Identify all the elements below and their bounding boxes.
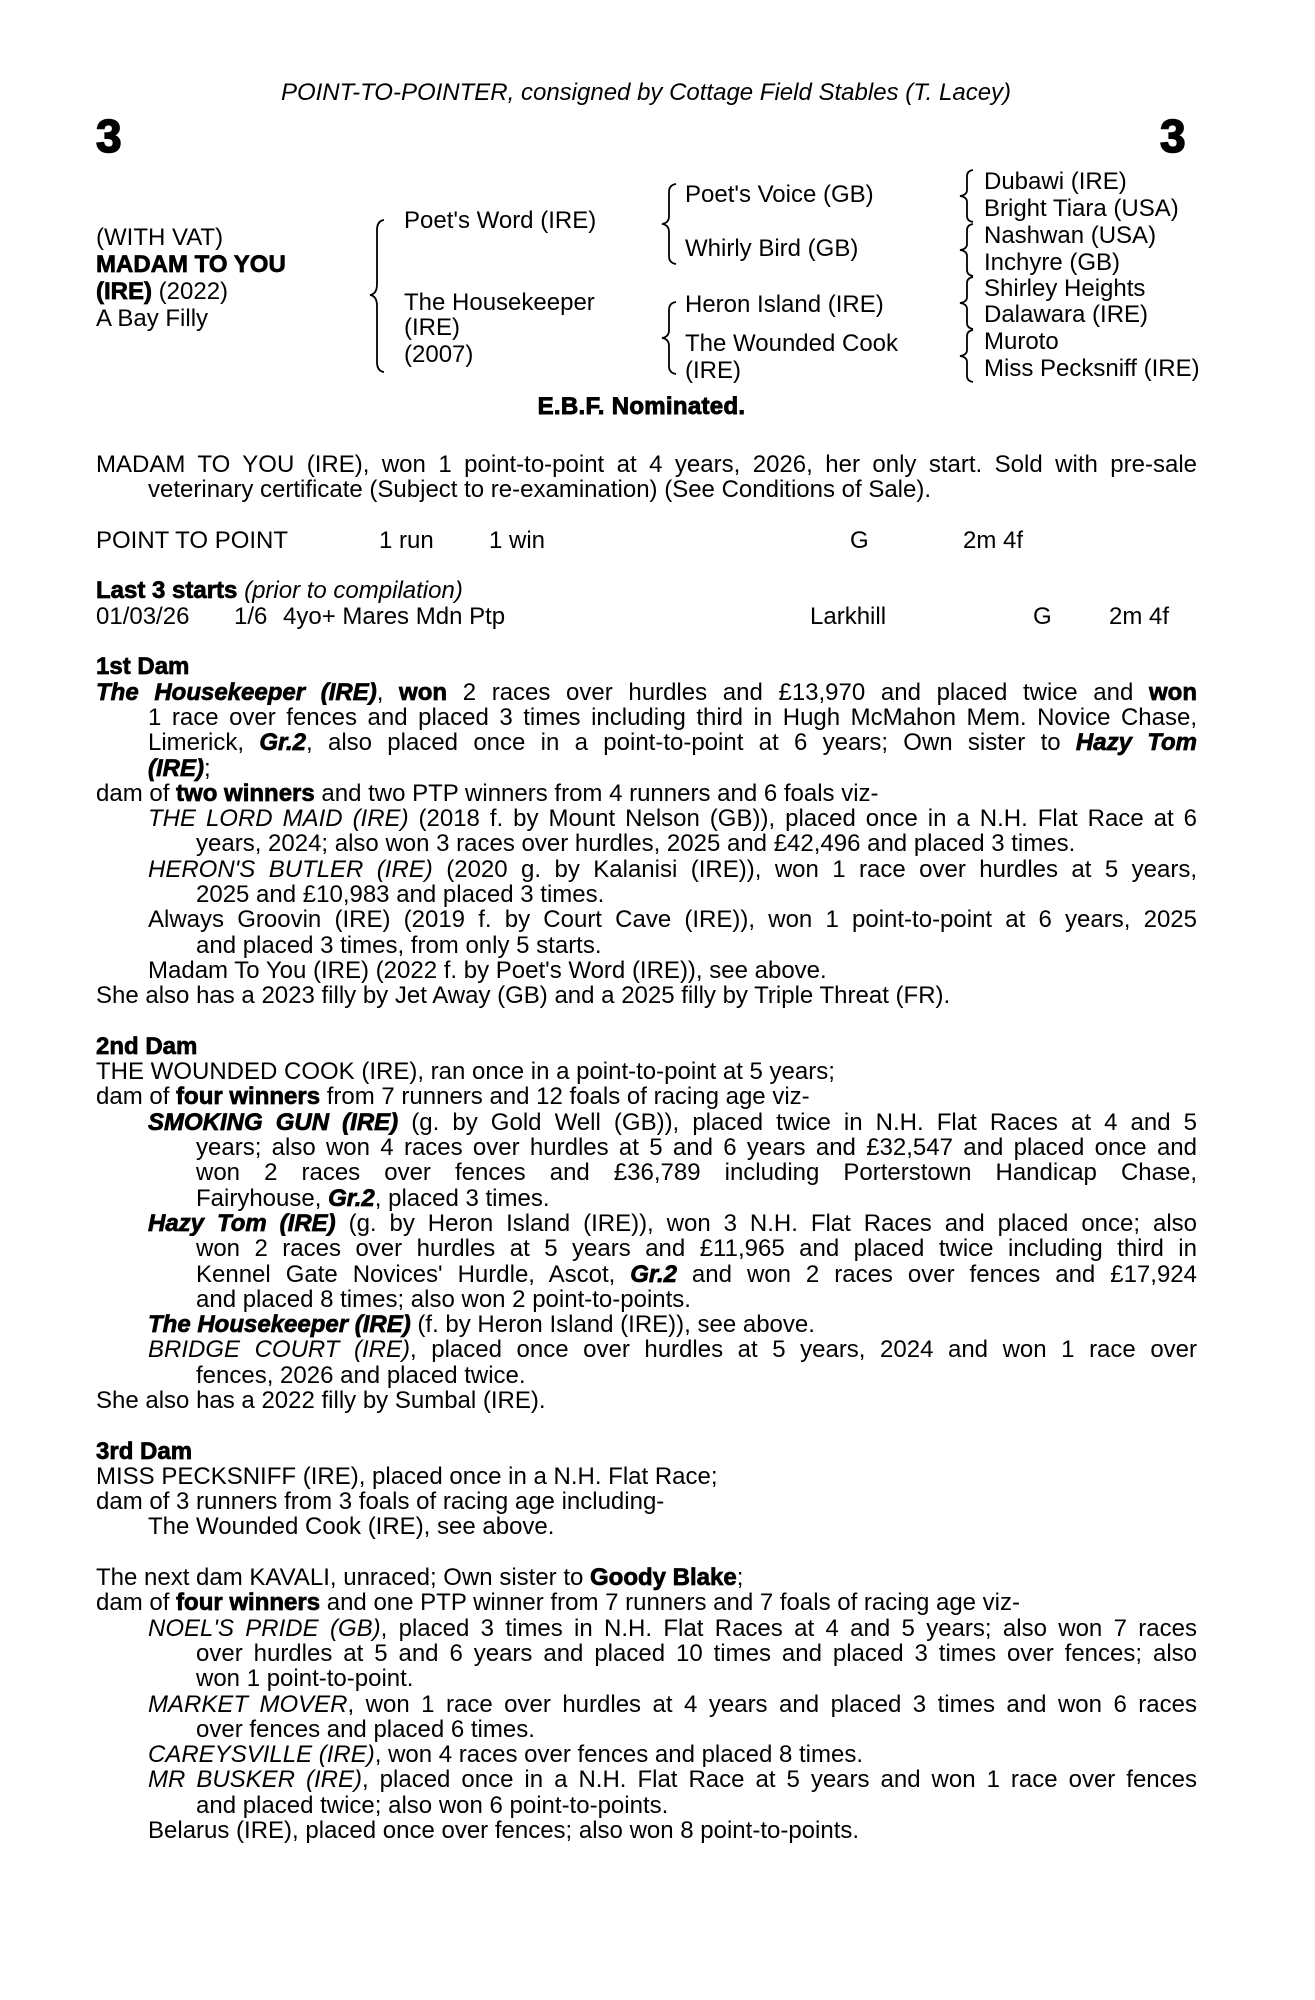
text-line — [148, 1337, 1197, 1362]
pedigree-brace-g3-2 — [955, 222, 977, 278]
text-run: CAREYSVILLE (IRE) — [148, 1741, 375, 1769]
pedigree-brace-g3-1 — [955, 168, 977, 224]
text-run: The Housekeeper (IRE) — [148, 1311, 411, 1339]
text-run: THE LORD MAID (IRE) — [148, 806, 409, 832]
text-run: Madam To You (IRE) (2022 f. by Poet's Word (IRE)), see above. — [148, 956, 827, 984]
start-going: G — [1033, 602, 1052, 630]
pedigree-dam: The Housekeeper — [404, 289, 595, 316]
pedigree-sire-sire: Poet's Voice (GB) — [685, 181, 874, 208]
text-run: veterinary certificate (Subject to re-examination) (See Conditions of Sale). — [148, 476, 932, 504]
text-line — [196, 933, 1197, 958]
text-run: 2025 and £10,983 and placed 3 times. — [196, 881, 605, 909]
text-run: (prior to compilation) — [237, 577, 463, 605]
text-line — [96, 578, 1197, 603]
pedigree-brace-sire — [658, 182, 682, 266]
text-run: , won 4 races over fences and placed 8 times. — [374, 1741, 863, 1769]
text-run: (f. by Heron Island (IRE)), see above. — [410, 1311, 815, 1339]
text-run: and placed twice; also won 6 point-to-points. — [196, 1791, 669, 1819]
blank-line — [96, 1413, 1197, 1438]
text-line — [196, 882, 1197, 907]
text-run: , placed once in a N.H. Flat Race at 5 years and won 1 race over fences — [362, 1767, 1197, 1793]
text-run: 1 race over fences and placed 3 times including third in Hugh McMahon Mem. Novice Chase, — [148, 704, 1197, 731]
pedigree-g3-3: Nashwan (USA) — [984, 222, 1157, 249]
vat-note: (WITH VAT) — [96, 224, 224, 251]
pedigree-dam-sire: Heron Island (IRE) — [685, 291, 884, 318]
record-runs: 1 run — [379, 526, 434, 554]
text-run: Gr.2 — [630, 1261, 677, 1287]
text-line — [148, 1692, 1197, 1717]
start-course: Larkhill — [810, 602, 887, 630]
start-date: 01/03/26 — [96, 602, 190, 630]
text-run: fences, 2026 and placed twice. — [196, 1361, 526, 1389]
text-run: BRIDGE COURT (IRE) — [148, 1337, 411, 1363]
pedigree-sire: Poet's Word (IRE) — [404, 207, 597, 234]
text-line — [96, 1034, 1197, 1059]
pedigree-g3-2: Bright Tiara (USA) — [984, 195, 1179, 222]
text-line — [148, 756, 1197, 781]
text-run: (2018 f. by Mount Nelson (GB)), placed once in a N.H. Flat Race at 6 — [408, 806, 1197, 832]
blank-line — [96, 1540, 1197, 1565]
text-run: Always Groovin (IRE) (2019 f. by Court Cave (IRE)), won 1 point-to-point at 6 years, 2025 — [148, 907, 1197, 933]
text-run: and one PTP winner from 7 runners and 7 foals of racing age viz- — [320, 1589, 1020, 1617]
pedigree-g3-1: Dubawi (IRE) — [984, 168, 1127, 195]
text-run: Limerick, — [148, 730, 260, 756]
text-line — [196, 1287, 1197, 1312]
text-line — [196, 1363, 1197, 1388]
pedigree-dam-country: (IRE) — [404, 314, 460, 341]
pedigree-brace-g3-4 — [955, 328, 977, 384]
text-line — [148, 907, 1197, 932]
text-run: , placed 3 times. — [374, 1184, 550, 1212]
catalogue-body — [96, 452, 1197, 1843]
text-run: and placed 8 times; also won 2 point-to-points. — [196, 1285, 691, 1313]
text-line — [96, 680, 1197, 705]
text-run: HERON'S BUTLER (IRE) — [148, 856, 433, 883]
horse-country: (IRE) — [96, 278, 152, 305]
blank-line — [96, 1009, 1197, 1034]
text-line — [196, 1186, 1197, 1211]
last-start-row — [96, 604, 1197, 629]
text-run: 2nd Dam — [96, 1032, 198, 1060]
text-line — [96, 1439, 1197, 1464]
text-run: and placed 3 times, from only 5 starts. — [196, 931, 602, 959]
text-run: SMOKING GUN (IRE) — [148, 1109, 399, 1136]
text-run: Fairyhouse, — [196, 1184, 329, 1212]
text-line — [96, 983, 1197, 1008]
text-run: The next dam KAVALI, unraced; Own sister to — [96, 1564, 591, 1592]
text-run: two winners — [176, 779, 315, 807]
text-run: Gr.2 — [328, 1184, 375, 1212]
pedigree-g3-7: Muroto — [984, 328, 1059, 355]
text-line — [196, 1641, 1197, 1666]
text-run: over hurdles at 5 and 6 years and placed 10 times and placed 3 times over fences; also — [196, 1640, 1197, 1667]
text-line — [148, 1110, 1197, 1135]
horse-name-suffix-line — [96, 279, 228, 305]
text-run: 1st Dam — [96, 653, 190, 681]
ebf-nominated: E.B.F. Nominated. — [537, 393, 746, 420]
text-line — [196, 1160, 1197, 1185]
text-run: and two PTP winners from 4 runners and 6 foals viz- — [314, 779, 879, 807]
text-run: Goody Blake — [590, 1564, 737, 1592]
text-line — [148, 1742, 1197, 1767]
text-line — [96, 1388, 1197, 1413]
blank-line — [96, 553, 1197, 578]
text-run: four winners — [176, 1083, 321, 1111]
text-line — [148, 705, 1197, 730]
text-run: MISS PECKSNIFF (IRE), placed once in a N.H. Flat Race; — [96, 1462, 718, 1490]
start-race: 4yo+ Mares Mdn Ptp — [283, 602, 506, 630]
text-line — [96, 654, 1197, 679]
text-line — [148, 1211, 1197, 1236]
text-line — [96, 1590, 1197, 1615]
text-run: (IRE) — [148, 754, 204, 782]
race-record-row — [96, 528, 1197, 553]
record-label: POINT TO POINT — [96, 526, 289, 554]
text-line — [96, 1489, 1197, 1514]
text-run: , won 1 race over hurdles at 4 years and placed 3 times and won 6 races — [347, 1691, 1197, 1717]
blank-line — [96, 629, 1197, 654]
text-run: Kennel Gate Novices' Hurdle, Ascot, — [196, 1261, 631, 1287]
pedigree-g3-5: Shirley Heights — [984, 275, 1146, 302]
text-run: won — [399, 679, 448, 705]
text-line — [196, 1262, 1197, 1287]
horse-description: A Bay Filly — [96, 305, 209, 332]
text-run: The Wounded Cook (IRE), see above. — [148, 1513, 555, 1541]
lot-number-right: 3 — [1160, 110, 1186, 162]
text-run: 3rd Dam — [96, 1437, 193, 1465]
text-run: years, 2024; also won 3 races over hurdles, 2025 and £42,496 and placed 3 times. — [196, 830, 1076, 858]
text-run: Gr.2 — [259, 730, 307, 756]
text-run: MARKET MOVER — [148, 1691, 348, 1717]
horse-foaled-year: (2022) — [152, 278, 229, 305]
text-run: ; — [204, 754, 211, 782]
text-run: won — [1149, 679, 1197, 705]
text-run: She also has a 2022 filly by Sumbal (IRE). — [96, 1386, 546, 1414]
text-line — [148, 857, 1197, 882]
text-run: won 1 point-to-point. — [196, 1665, 414, 1693]
text-line — [196, 1717, 1197, 1742]
text-run: , placed once over hurdles at 5 years, 2024 and won 1 race over — [410, 1337, 1197, 1363]
text-run: over fences and placed 6 times. — [196, 1715, 535, 1743]
text-line — [196, 1236, 1197, 1261]
text-run: won 2 races over fences and £36,789 including Porterstown Handicap Chase, — [196, 1160, 1197, 1186]
blank-line — [96, 503, 1197, 528]
horse-name: MADAM TO YOU — [96, 251, 286, 278]
pedigree-g3-4: Inchyre (GB) — [984, 249, 1121, 276]
text-line — [148, 1616, 1197, 1641]
text-run: Belarus (IRE), placed once over fences; also won 8 point-to-points. — [148, 1817, 860, 1845]
record-wins: 1 win — [489, 526, 546, 554]
text-run: , also placed once in a point-to-point at 6 years; Own sister to — [306, 730, 1076, 756]
pedigree-dam-year: (2007) — [404, 341, 474, 368]
text-run: Hazy Tom — [1075, 730, 1197, 756]
text-run: and won 2 races over fences and £17,924 — [676, 1261, 1197, 1287]
text-line — [148, 1767, 1197, 1792]
record-distance: 2m 4f — [963, 526, 1024, 554]
text-line — [148, 730, 1197, 755]
text-line — [96, 1464, 1197, 1489]
pedigree-g3-8: Miss Pecksniff (IRE) — [984, 355, 1200, 382]
text-run: The Housekeeper (IRE) — [96, 679, 377, 705]
text-run: 2 races over hurdles and £13,970 and placed twice and — [447, 679, 1149, 705]
pedigree-g3-6: Dalawara (IRE) — [984, 301, 1149, 328]
text-run: dam of — [96, 779, 177, 807]
pedigree-dam-dam: The Wounded Cook — [685, 330, 899, 357]
text-line — [148, 477, 1197, 502]
pedigree-brace-dam — [658, 300, 682, 376]
text-line — [96, 1565, 1197, 1590]
text-line — [148, 1818, 1197, 1843]
text-line — [196, 1666, 1197, 1691]
record-going: G — [850, 526, 869, 554]
pedigree-brace-main — [366, 218, 390, 376]
text-line — [196, 1135, 1197, 1160]
text-run: , placed 3 times in N.H. Flat Races at 4 and 5 years; also won 7 races — [380, 1615, 1197, 1641]
text-run: Last 3 starts — [96, 577, 238, 605]
pedigree-dam-dam-country: (IRE) — [685, 357, 741, 384]
text-run: (2020 g. by Kalanisi (IRE)), won 1 race over hurdles at 5 years, — [432, 856, 1197, 883]
start-distance: 2m 4f — [1109, 602, 1170, 630]
text-line — [148, 1514, 1197, 1539]
text-line — [196, 831, 1197, 856]
text-run: won 2 races over hurdles at 5 years and £11,965 and placed twice including third in — [196, 1236, 1197, 1262]
text-run: from 7 runners and 12 foals of racing age viz- — [320, 1083, 810, 1111]
text-line — [96, 1084, 1197, 1109]
text-line — [148, 1312, 1197, 1337]
text-run: four winners — [176, 1589, 321, 1617]
text-run: ; — [736, 1564, 744, 1592]
text-line — [196, 1793, 1197, 1818]
text-line — [148, 958, 1197, 983]
consignment-header: POINT-TO-POINTER, consigned by Cottage Field Stables (T. Lacey) — [280, 79, 1012, 106]
text-run: She also has a 2023 filly by Jet Away (GB) and a 2025 filly by Triple Threat (FR). — [96, 982, 951, 1010]
text-run: dam of — [96, 1589, 177, 1617]
pedigree-brace-g3-3 — [955, 275, 977, 331]
text-run: MADAM TO YOU (IRE), won 1 point-to-point at 4 years, 2026, her only start. Sold with pre-sale — [96, 452, 1197, 478]
text-run: dam of 3 runners from 3 foals of racing age including- — [96, 1488, 665, 1516]
pedigree-sire-dam: Whirly Bird (GB) — [685, 235, 859, 262]
text-run: (g. by Gold Well (GB)), placed twice in N.H. Flat Races at 4 and 5 — [398, 1109, 1197, 1136]
text-run: , — [376, 679, 400, 705]
text-line — [96, 1059, 1197, 1084]
start-position: 1/6 — [234, 602, 268, 630]
text-line — [96, 452, 1197, 477]
text-run: years; also won 4 races over hurdles at 5 and 6 years and £32,547 and placed once and — [196, 1135, 1197, 1161]
text-run: THE WOUNDED COOK (IRE), ran once in a point-to-point at 5 years; — [96, 1058, 835, 1086]
text-run: dam of — [96, 1083, 177, 1111]
text-run: Hazy Tom (IRE) — [148, 1210, 336, 1237]
lot-number-left: 3 — [96, 110, 122, 162]
text-run: NOEL'S PRIDE (GB) — [148, 1615, 381, 1641]
text-run: (g. by Heron Island (IRE)), won 3 N.H. Flat Races and placed once; also — [335, 1210, 1197, 1237]
text-run: MR BUSKER (IRE) — [148, 1767, 363, 1793]
text-line — [148, 806, 1197, 831]
text-line — [96, 781, 1197, 806]
